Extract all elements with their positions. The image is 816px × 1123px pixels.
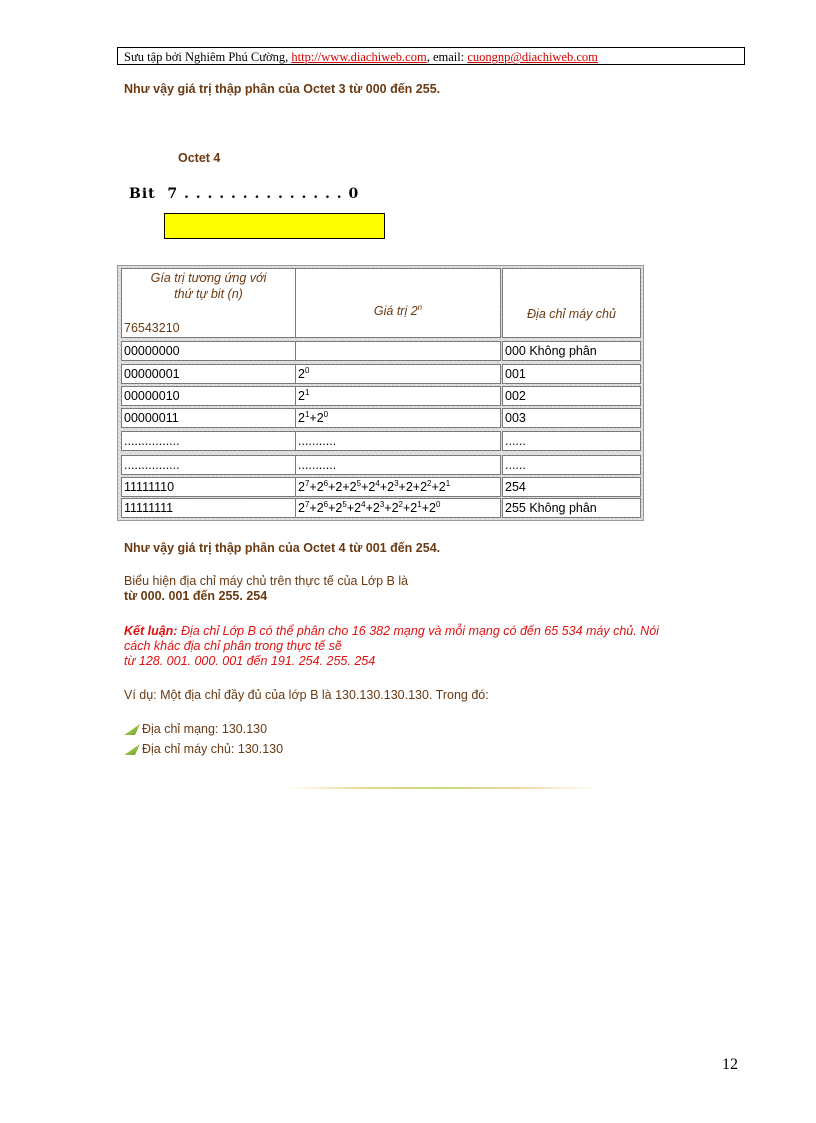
- header-email-label: , email:: [426, 50, 468, 64]
- list-item: [124, 722, 267, 737]
- octet4-summary: Như vậy giá trị thập phân của Octet 4 từ 001 đến 254.: [124, 541, 441, 555]
- table-row-value: [295, 341, 501, 361]
- table-row-value: $2^1+2^0$: [295, 408, 501, 428]
- conclusion-block: [124, 624, 734, 669]
- header-col2-exp: n: [417, 303, 423, 312]
- conclusion-line1: Địa chỉ Lớp B có thể phân cho 16 382 mạng và mỗi mạng có đến 65 534 máy chủ. Nói: [177, 624, 659, 638]
- table-header-power-value: [295, 268, 501, 338]
- table-row-value: $2^1$: [295, 386, 501, 406]
- table-header-bit-order: [121, 268, 296, 338]
- table-row-value: $2^0$: [295, 364, 501, 384]
- table-row-value: ...........: [295, 455, 501, 475]
- header-url-link[interactable]: http://www.diachiweb.com: [291, 50, 427, 64]
- host-range-line2: từ 000. 001 đến 255. 254: [124, 589, 268, 603]
- table-row-value: $2^7+2^6+2^5+2^4+2^3+2^2+2^1+2^0$: [295, 498, 501, 518]
- table-row-bits: 00000001: [121, 364, 296, 384]
- octet3-summary: Như vậy giá trị thập phân của Octet 3 từ 000 đến 255.: [124, 82, 441, 96]
- table-row-addr: 255 Không phân: [502, 498, 641, 518]
- header-col2-base: Giá trị 2: [373, 304, 418, 318]
- page-number: 12: [722, 1056, 738, 1073]
- table-row-value: ...........: [295, 431, 501, 451]
- table-row-addr: 000 Không phân: [502, 341, 641, 361]
- page-header: [117, 47, 745, 65]
- table-row-bits: ................: [121, 431, 296, 451]
- octet4-table: [117, 265, 644, 521]
- table-row-addr: ......: [502, 455, 641, 475]
- bullet-host-address: Địa chỉ máy chủ: 130.130: [142, 742, 284, 756]
- leaf-bullet-icon: [124, 744, 140, 755]
- table-row-addr: 002: [502, 386, 641, 406]
- table-row-addr: ......: [502, 431, 641, 451]
- table-row-addr: 001: [502, 364, 641, 384]
- header-col1-line2: thứ tự bit (n): [174, 287, 243, 301]
- table-row-bits: 11111110: [121, 477, 296, 497]
- table-header-host-address: Địa chỉ máy chủ: [502, 268, 641, 338]
- table-row-bits: 00000011: [121, 408, 296, 428]
- header-credit: Sưu tập bởi Nghiêm Phú Cường,: [124, 50, 292, 64]
- table-row-bits: ................: [121, 455, 296, 475]
- conclusion-label: Kết luận:: [124, 624, 178, 638]
- conclusion-line2: cách khác địa chỉ phân trong thực tế sẽ: [124, 639, 342, 653]
- table-row-value: $2^7+2^6+2+2^5+2^4+2^3+2+2^2+2^1$: [295, 477, 501, 497]
- example-line: Ví dụ: Một địa chỉ đầy đủ của lớp B là 130.130.130.130. Trong đó:: [124, 688, 489, 702]
- table-row-bits: 00000010: [121, 386, 296, 406]
- bit-range-row: Bit 7 . . . . . . . . . . . . . . 0: [129, 186, 360, 202]
- host-range-line1: Biểu hiện địa chỉ máy chủ trên thực tế của Lớp B là: [124, 574, 409, 588]
- conclusion-line3: từ 128. 001. 000. 001 đến 191. 254. 255. 254: [124, 654, 376, 668]
- octet4-bit-box: [164, 213, 385, 239]
- table-row-bits: 00000000: [121, 341, 296, 361]
- table-row-addr: 003: [502, 408, 641, 428]
- table-row-bits: 11111111: [121, 498, 296, 518]
- header-col1-line1: Gía trị tương ứng với: [150, 271, 267, 285]
- octet4-title: Octet 4: [178, 151, 221, 165]
- header-col1-bits: 76543210: [124, 321, 180, 335]
- bullet-network-address: Địa chỉ mạng: 130.130: [142, 722, 268, 736]
- list-item: [124, 742, 283, 757]
- table-row-addr: 254: [502, 477, 641, 497]
- leaf-bullet-icon: [124, 724, 140, 735]
- header-email-link[interactable]: cuongnp@diachiweb.com: [467, 50, 598, 64]
- decorative-divider: [287, 787, 597, 789]
